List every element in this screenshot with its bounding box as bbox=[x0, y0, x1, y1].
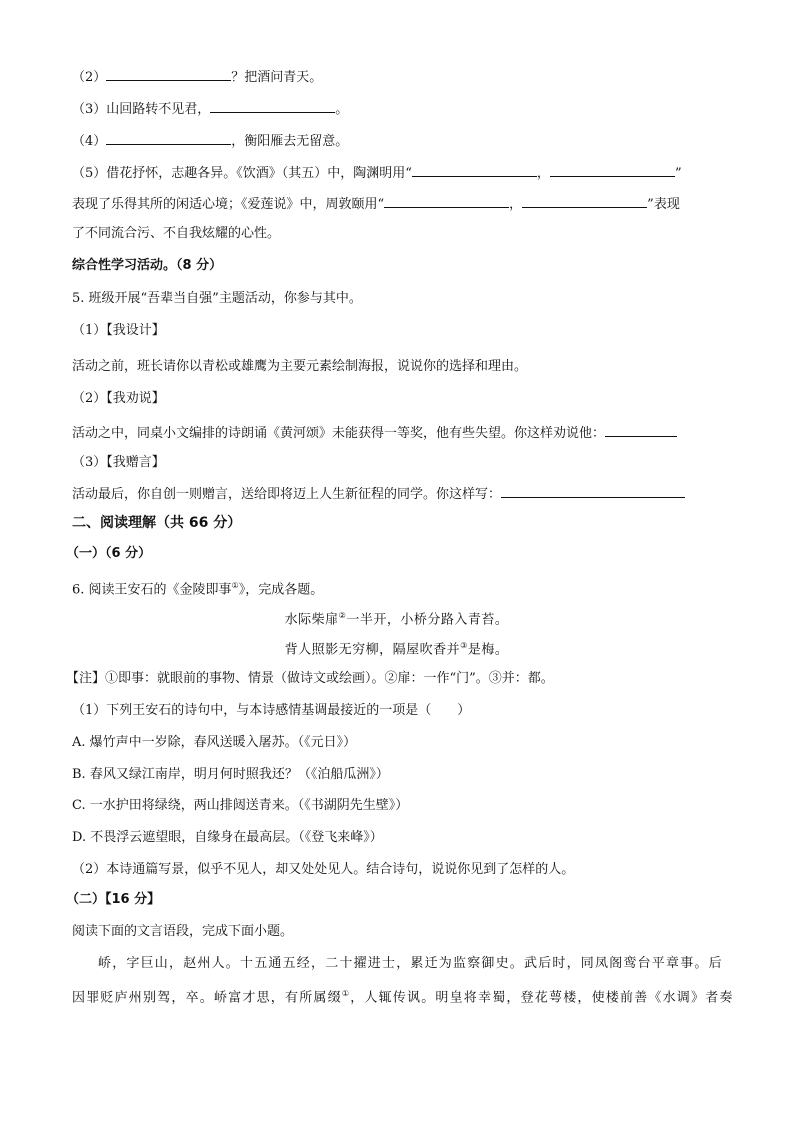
q4-item5-line1 bbox=[72, 164, 682, 182]
subsection-heading: （一）（6 分） bbox=[66, 546, 152, 561]
part2-line bbox=[72, 424, 677, 442]
option-a[interactable]: A. 爆竹声中一岁除，春风送暖入屠苏。（《元日》） bbox=[72, 735, 357, 750]
poem-text: 背人照影无穷柳，隔屋吹香并 bbox=[284, 642, 461, 658]
q4-item2 bbox=[72, 68, 322, 86]
passage-line-2 bbox=[72, 986, 734, 1006]
question-5: 5. 班级开展“吾辈当自强”主题活动，你参与其中。 bbox=[72, 291, 362, 306]
part-text: 活动之前，班长请你以青松或雄鹰为主要元素绘制海报，说说你的选择和理由。 bbox=[72, 359, 528, 374]
part-text: 活动最后，你自创一则赠言，送给即将迈上人生新征程的同学。你这样写： bbox=[72, 487, 502, 502]
option-c[interactable]: C. 一水护田将绿绕，两山排闼送青来。（《书湖阴先生壁》） bbox=[72, 798, 409, 813]
poem-note: 【注】①即事：就眼前的事物、情景（做诗文或绘画）。②扉：一作“门”。③并：都。 bbox=[66, 671, 554, 686]
poem-text: 水际柴扉 bbox=[284, 612, 339, 628]
item-text: 。 bbox=[335, 102, 349, 117]
footnote-mark: ② bbox=[338, 611, 347, 620]
q4-item5-line2 bbox=[72, 195, 680, 213]
part-label: （3）【我赠言】 bbox=[72, 455, 165, 470]
poem-text: 一半开，小桥分路入青苔。 bbox=[346, 612, 509, 628]
section-heading: 综合性学习活动。（8 分） bbox=[72, 258, 223, 273]
answer-blank[interactable] bbox=[384, 195, 509, 208]
part-label: （2）【我劝说】 bbox=[72, 391, 165, 406]
item-text: （5）借花抒怀，志趣各异。《饮酒》（其五）中，陶渊明用“ bbox=[72, 166, 412, 181]
subsection-heading: （二）【16 分】 bbox=[66, 892, 161, 907]
question-6 bbox=[72, 578, 323, 598]
option-d[interactable]: D. 不畏浮云遮望眼，自缘身在最高层。（《登飞来峰》） bbox=[72, 830, 383, 845]
item-text: ？把酒问青天。 bbox=[231, 70, 323, 85]
answer-blank[interactable] bbox=[210, 100, 335, 113]
sub-question-1: （1）下列王安石的诗句中，与本诗感情基调最接近的一项是（ ） bbox=[72, 703, 471, 718]
punct: ” bbox=[674, 166, 682, 181]
answer-blank[interactable] bbox=[106, 68, 231, 81]
answer-blank[interactable] bbox=[106, 132, 231, 145]
poem-line-2 bbox=[0, 638, 793, 658]
item-text: （3）山回路转不见君， bbox=[72, 102, 211, 117]
item-number: （2） bbox=[72, 70, 107, 85]
q4-item3 bbox=[72, 100, 348, 118]
item-text: ，衡阳雁去无留意。 bbox=[231, 134, 349, 149]
answer-blank[interactable] bbox=[605, 424, 677, 437]
passage-text: ，人辄传讽。明皇将幸蜀，登花萼楼，使楼前善《水调》者奏 bbox=[350, 990, 734, 1006]
q-text: 》，完成各题。 bbox=[238, 582, 324, 598]
item-number: （4） bbox=[72, 134, 107, 149]
answer-blank[interactable] bbox=[550, 164, 675, 177]
poem-line-1 bbox=[0, 608, 793, 628]
passage-text: 因罪贬庐州别驾，卒。峤富才思，有所属缀 bbox=[72, 990, 342, 1006]
section-heading: 二、阅读理解（共 66 分） bbox=[72, 515, 242, 531]
part-text: 活动之中，同桌小文编排的诗朗诵《黄河颂》未能获得一等奖，他有些失望。你这样劝说他： bbox=[72, 426, 606, 441]
item-text: ”表现 bbox=[647, 197, 680, 212]
answer-blank[interactable] bbox=[522, 195, 647, 208]
punct: ， bbox=[509, 197, 523, 212]
q4-item4 bbox=[72, 132, 348, 150]
answer-blank[interactable] bbox=[412, 164, 537, 177]
sub-question-2: （2）本诗通篇写景，似乎不见人，却又处处见人。结合诗句，说说你见到了怎样的人。 bbox=[72, 862, 575, 877]
q4-item5-line3: 了不同流合污、不自我炫耀的心性。 bbox=[72, 226, 281, 241]
passage-intro: 阅读下面的文言语段，完成下面小题。 bbox=[72, 924, 294, 939]
part3-line bbox=[72, 485, 685, 503]
footnote-mark: ① bbox=[341, 989, 351, 998]
passage-line-1: 峤，字巨山，赵州人。十五通五经，二十擢进士，累迁为监察御史。武后时，同凤阁鸾台平章事。后 bbox=[98, 956, 723, 971]
part-label: （1）【我设计】 bbox=[72, 323, 165, 338]
punct: ， bbox=[536, 166, 550, 181]
answer-blank[interactable] bbox=[501, 485, 685, 498]
footnote-mark: ③ bbox=[460, 641, 468, 650]
item-text: 表现了乐得其所的闲适心境；《爱莲说》中，周敦颐用“ bbox=[72, 197, 385, 212]
poem-text: 是梅。 bbox=[467, 642, 509, 658]
q-text: 6. 阅读王安石的《金陵即事 bbox=[72, 582, 232, 598]
option-b[interactable]: B. 春风又绿江南岸，明月何时照我还？（《泊船瓜洲》） bbox=[72, 767, 389, 782]
footnote-mark: ① bbox=[231, 581, 239, 590]
